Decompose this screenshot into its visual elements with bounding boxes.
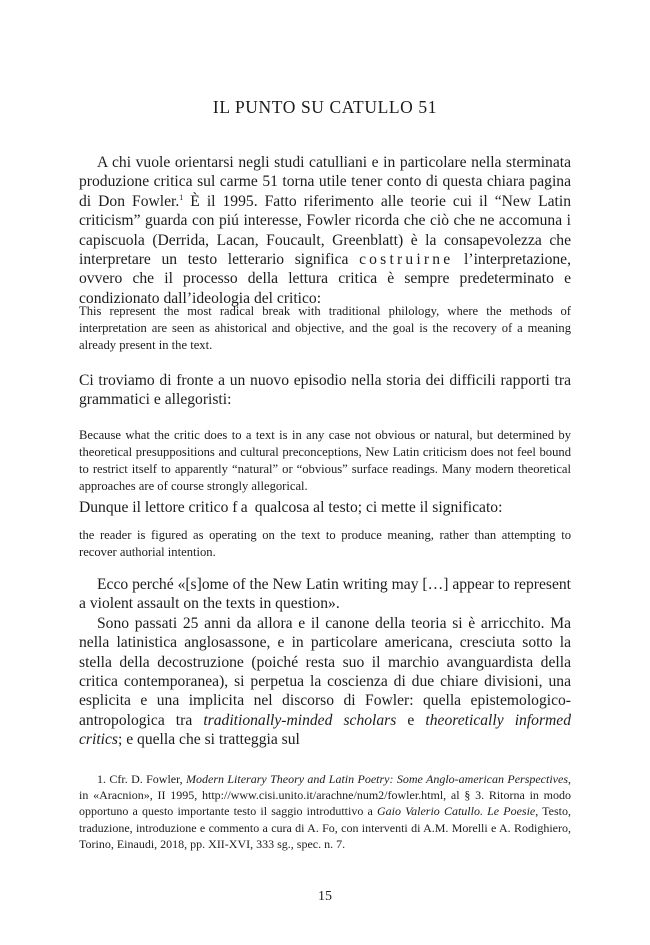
fn-text-a: 1. Cfr. D. Fowler, (97, 772, 186, 786)
footnote (79, 771, 571, 852)
p5-text-b: ; e quella che si tratteggia sul (117, 731, 300, 749)
paragraph-4 (79, 575, 571, 750)
p1-text-c: l’interpretazione, ovvero che il processo della lettura critica è sempre predeterminato e condizionato dall’ideologia del critico: (79, 251, 571, 307)
p4-text: Ecco perché «[s]ome of the New Latin writing may […] appear to represent a violent assault on the texts in question». (79, 576, 571, 613)
fn-text-c: , Testo, traduzione, introduzione e commento a cura di A. Fo, con interventi di A.M. Morelli e A. Rodighiero, Torino, Einaudi, 2018, pp. XII-XVI, 333 sg., spec. n. 7. (79, 804, 572, 851)
paragraph-1 (79, 153, 571, 308)
paragraph-5 (79, 614, 571, 750)
quote-2: Because what the critic does to a text is in any case not obvious or natural, but determined by theoretical presuppositions and cultural preconceptions, New Latin criticism does not feel bound to restrict itself to apparently “natural” or “obvious” surface readings. Many modern theoretical approaches are of course strongly allegorical. (79, 428, 571, 493)
fn-italic-2: Gaio Valerio Catullo. Le Poesie (376, 804, 536, 819)
p3-text-b: qualcosa al testo; ci mette il significato: (250, 499, 503, 516)
fn-italic-1: Modern Literary Theory and Latin Poetry: Some Anglo-american Perspectives (186, 772, 569, 786)
p5-text-a: Sono passati 25 anni da allora e il canone della teoria si è arricchito. Ma nella latinistica anglosassone, e in particolare americana, cresciuta sotto la stella della decostruzione (poiché resta suo il marchio avanguardista della critica contemporanea), si perpetua la coscienza di due chiare divisioni, una esplicita e una implicita nel discorso di Fowler: quella epistemologico-antropologica tra (79, 614, 571, 729)
page-number: 15 (318, 889, 332, 904)
quote-1: This represent the most radical break with traditional philology, where the methods of interpretation are seen as ahistorical and objective, and the goal is the recovery of a meaning already present in the text. (79, 304, 571, 352)
p5-italic-1: traditionally-minded scholars (203, 711, 397, 729)
paragraph-3 (79, 498, 571, 517)
p1-emphasis: costruirne (359, 251, 454, 269)
footnote-ref[interactable]: 1 (179, 192, 184, 202)
quote-3: the reader is figured as operating on the text to produce meaning, rather than attempting to recover authorial intention. (79, 528, 571, 559)
fn-text-b: , in «Aracnion», II 1995, http://www.cisi.unito.it/arachne/num2/fowler.html, al § 3. Ritorna in modo opportuno a questo importante testo il saggio introduttivo a (79, 772, 572, 819)
chapter-title: IL PUNTO SU CATULLO 51 (212, 97, 438, 117)
p5-text-mid: e (396, 711, 426, 729)
p3-text-a: Dunque il lettore critico (79, 499, 233, 516)
p1-text-a: A chi vuole orientarsi negli studi catulliani e in particolare nella sterminata produzione critica sul carme 51 torna utile tener conto di questa chiara pagina di Don Fowler. (79, 154, 571, 210)
paragraph-2: Ci troviamo di fronte a un nuovo episodio nella storia dei difficili rapporti tra grammatici e allegoristi: (79, 372, 571, 409)
p3-emphasis: fa (232, 499, 251, 516)
p1-text-b: È il 1995. Fatto riferimento alle teorie cui il “New Latin criticism” guarda con piú interesse, Fowler ricorda che ciò che ne accomuna i capiscuola (Derrida, Lacan, Foucault, Greenblatt) è la consapevolezza che interpretare un testo letterario significa (79, 192, 571, 269)
p5-italic-2: theoretically informed critics (79, 711, 571, 749)
